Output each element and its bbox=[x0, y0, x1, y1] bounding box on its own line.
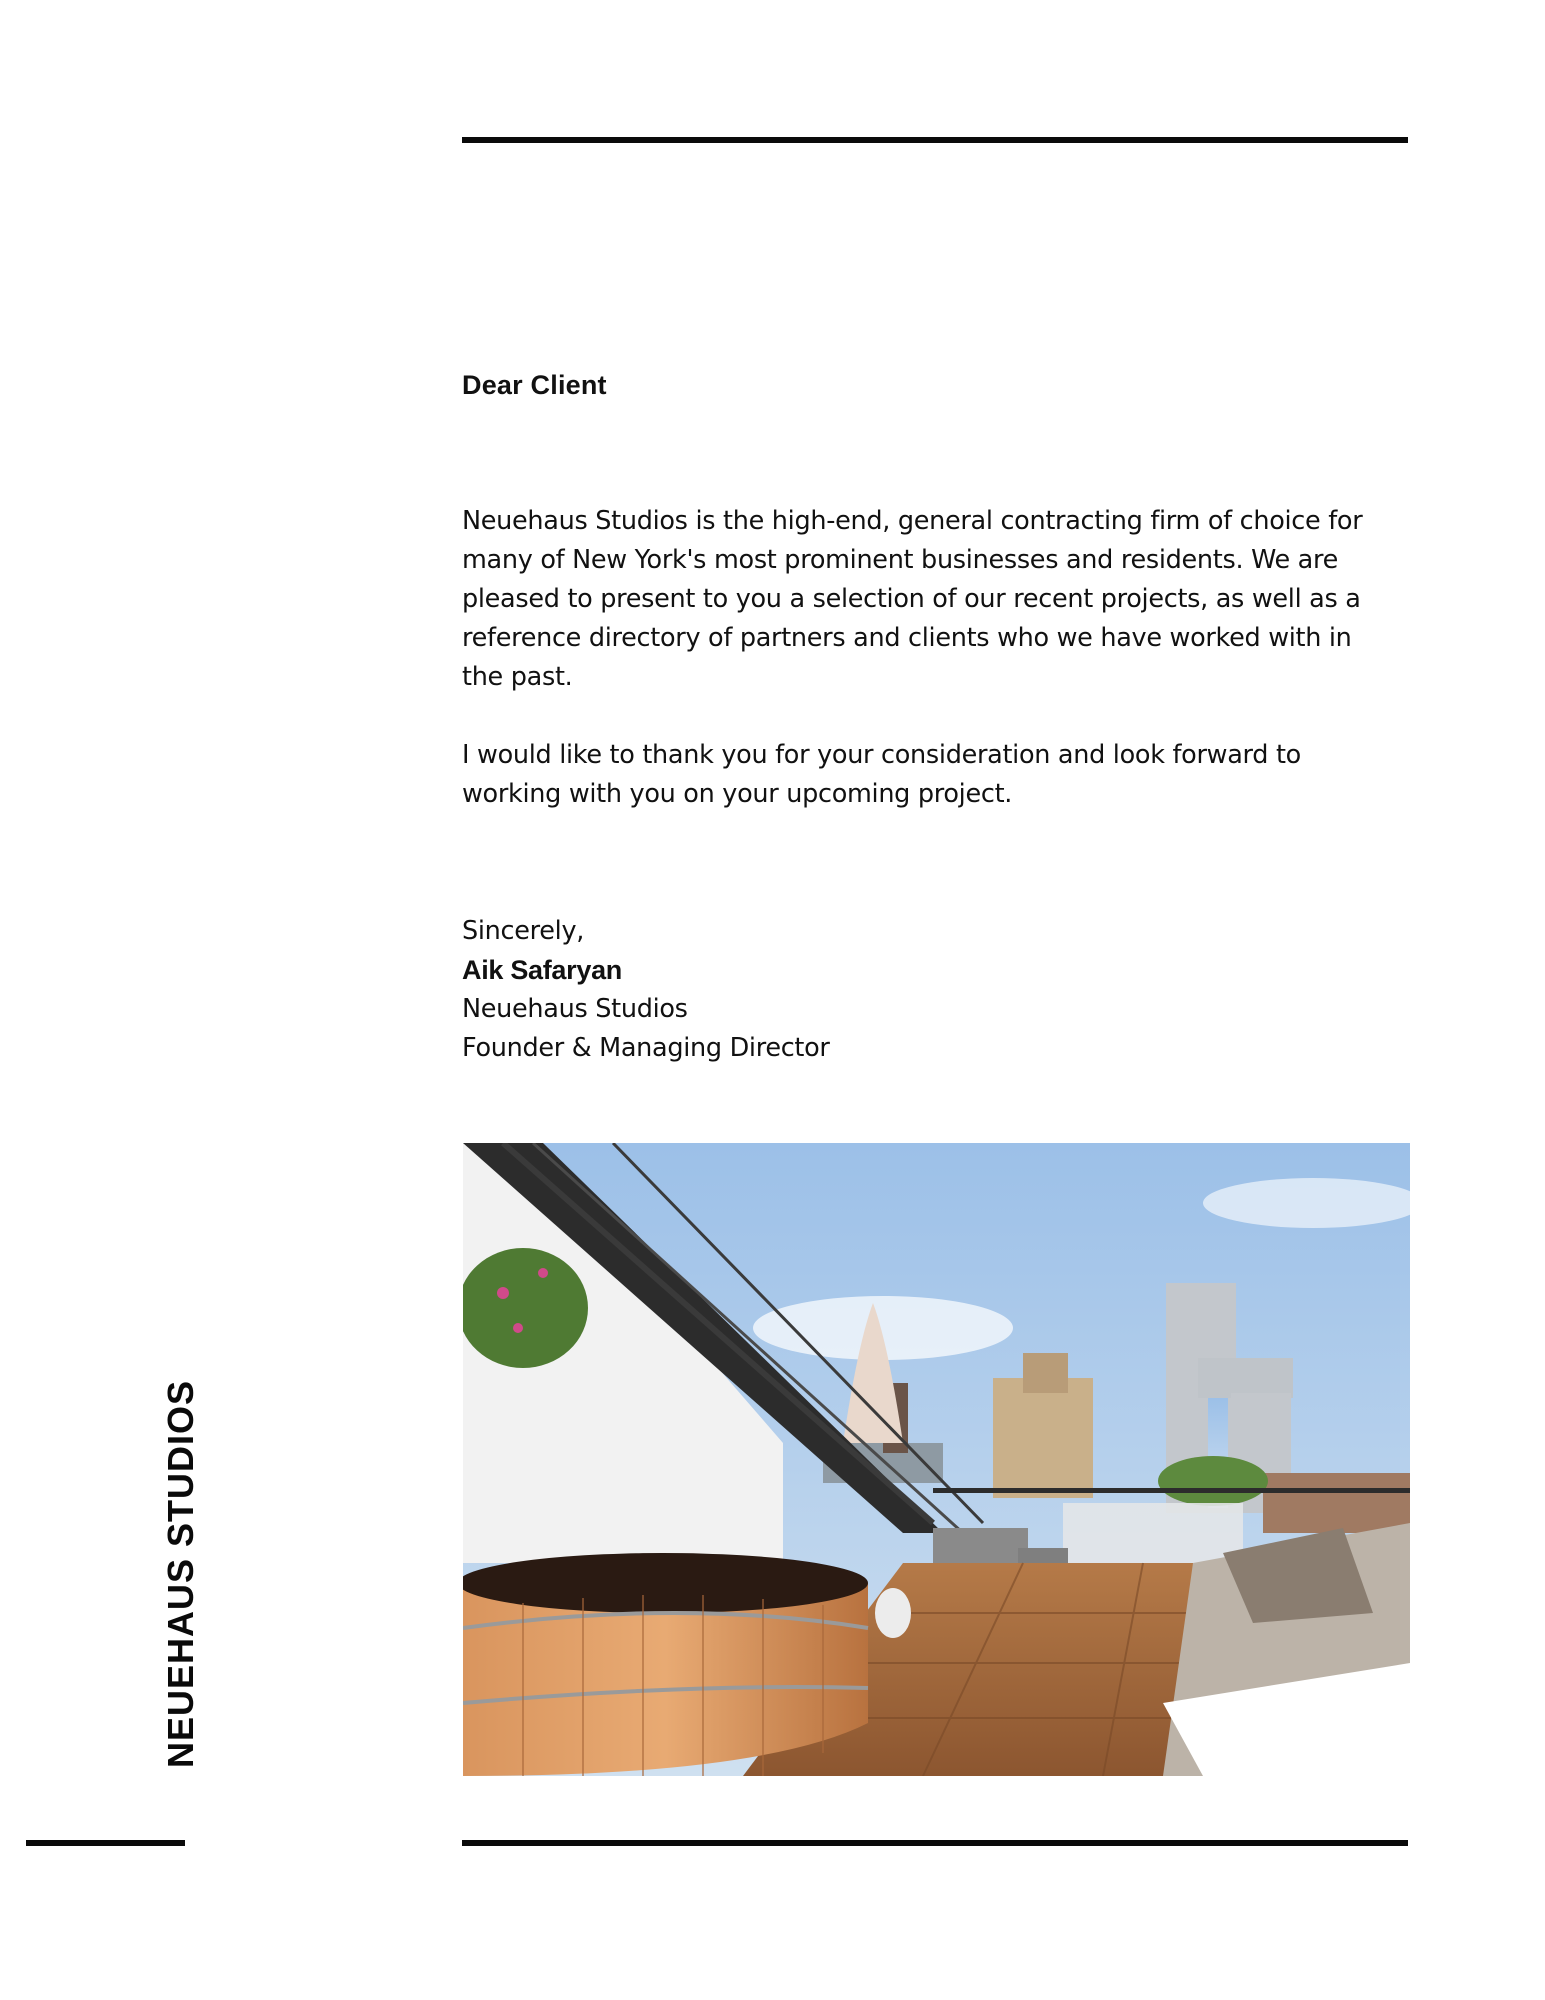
side-divider bbox=[26, 1840, 185, 1846]
signature-block bbox=[462, 912, 830, 1068]
bottom-divider bbox=[462, 1840, 1408, 1846]
top-divider bbox=[462, 137, 1408, 143]
closing-phrase: Sincerely, bbox=[462, 916, 585, 946]
vertical-brand-label: NEUEHAUS STUDIOS bbox=[160, 1379, 201, 1768]
body-paragraph-thanks: I would like to thank you for your consideration and look forward to working with you on your upcoming project. bbox=[462, 740, 1301, 809]
signer-company: Neuehaus Studios bbox=[462, 994, 688, 1024]
salutation: Dear Client bbox=[462, 370, 607, 400]
signer-title: Founder & Managing Director bbox=[462, 1033, 830, 1063]
signer-name: Aik Safaryan bbox=[462, 955, 622, 985]
body-paragraph-intro: Neuehaus Studios is the high-end, general contracting firm of choice for many of New York's most prominent businesses and residents. We are pleased to present to you a selection of our recent projects, as well as a reference directory of partners and clients who we have worked with in the past. bbox=[462, 506, 1363, 692]
rooftop-terrace-photo bbox=[463, 1143, 1410, 1776]
